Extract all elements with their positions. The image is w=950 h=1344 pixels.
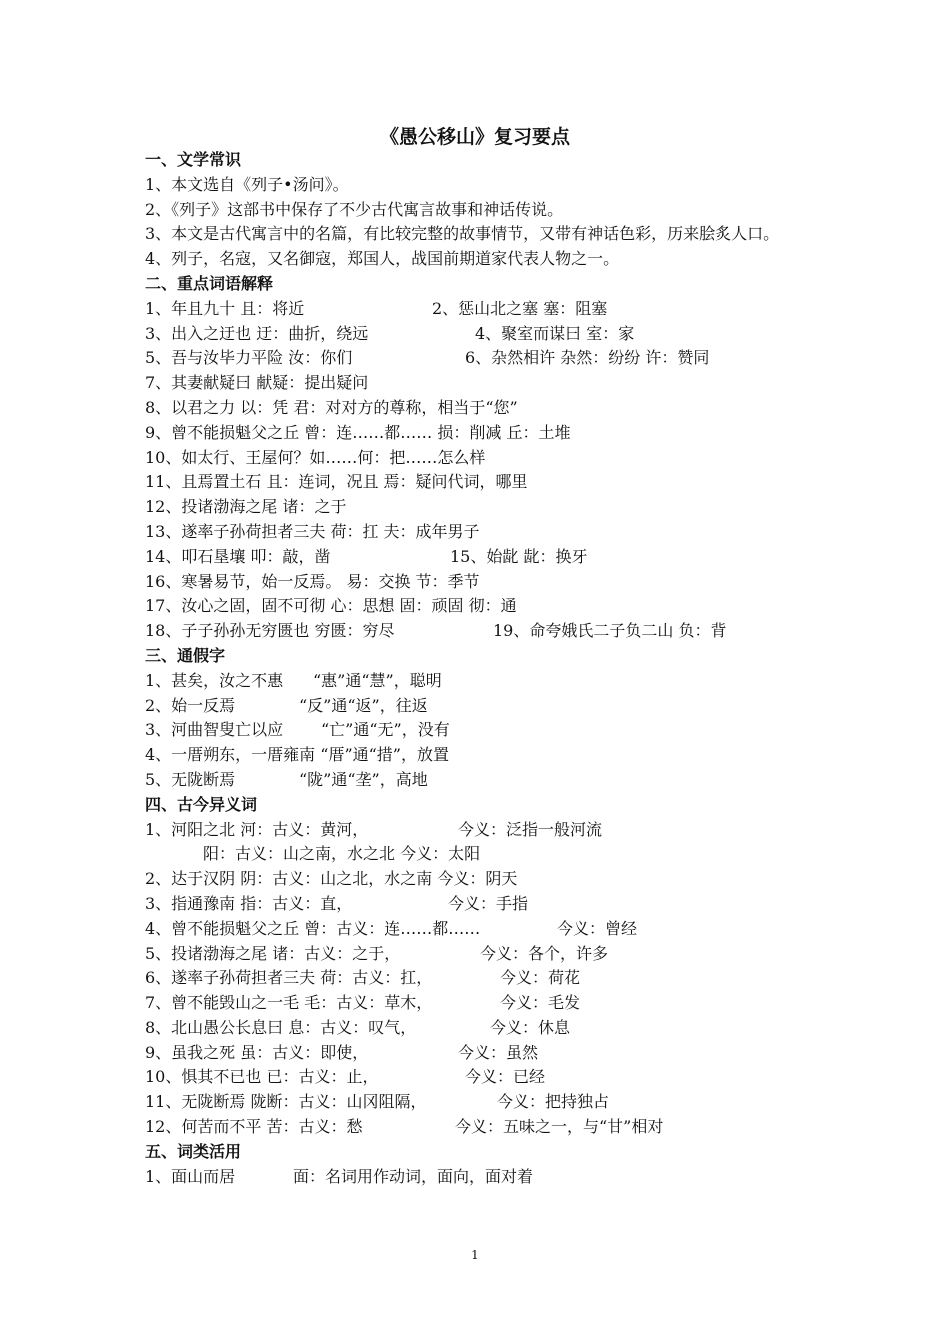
section-heading: 一、文学常识 xyxy=(145,150,242,169)
text-segment: 14、叩石垦壤 叩：敲，凿 xyxy=(145,546,331,566)
text-line xyxy=(145,966,825,991)
text-segment: 3、出入之迂也 迂：曲折，绕远 xyxy=(145,323,369,343)
text-line xyxy=(145,991,825,1016)
text-line xyxy=(145,1090,825,1115)
text-line: 阳：古义：山之南，水之北 今义：太阳 xyxy=(203,844,481,864)
text-line: 7、其妻献疑曰 献疑：提出疑问 xyxy=(145,373,369,393)
text-line xyxy=(145,1016,825,1041)
text-line xyxy=(145,942,825,967)
text-line xyxy=(145,768,825,793)
text-line: 2、《列子》这部书中保存了不少古代寓言故事和神话传说。 xyxy=(145,199,564,219)
text-segment: 7、曾不能毁山之一毛 毛：古义：草木， xyxy=(145,993,433,1013)
text-line xyxy=(145,1041,825,1066)
text-line: 2、达于汉阴 阴：古义：山之北，水之南 今义：阴天 xyxy=(145,869,518,889)
text-segment: 2、惩山北之塞 塞：阻塞 xyxy=(432,298,608,318)
page-number: 1 xyxy=(471,1248,479,1262)
text-line xyxy=(145,297,825,322)
text-line xyxy=(145,818,825,843)
text-segment: 15、始龀 龀：换牙 xyxy=(450,546,588,566)
document-body xyxy=(145,148,825,1189)
text-segment: 6、遂率子孙荷担者三夫 荷：古义：扛， xyxy=(145,968,433,988)
text-segment: “反”通“返”，往返 xyxy=(299,695,428,715)
text-segment: 1、年且九十 且：将近 xyxy=(145,298,305,318)
text-line xyxy=(145,669,825,694)
text-line xyxy=(145,322,825,347)
text-segment: “惠”通“慧”，聪明 xyxy=(313,670,442,690)
text-line: 4、列子，名寇，又名御寇，郑国人，战国前期道家代表人物之一。 xyxy=(145,249,620,269)
text-segment: 今义：休息 xyxy=(490,1017,571,1037)
text-line: 16、寒暑易节，始一反焉。 易：交换 节：季节 xyxy=(145,571,480,591)
text-segment: “亡”通“无”，没有 xyxy=(321,720,450,740)
text-line: 8、以君之力 以：凭 君：对对方的尊称，相当于“您” xyxy=(145,397,518,417)
text-line xyxy=(145,545,825,570)
text-segment: 8、北山愚公长息曰 息：古义：叹气， xyxy=(145,1017,417,1037)
text-line: 4、一厝朔东，一厝雍南 “厝”通“措”，放置 xyxy=(145,745,449,765)
text-segment: 今义：毛发 xyxy=(500,993,581,1013)
text-line: 12、投诸渤海之尾 诸：之于 xyxy=(145,497,347,517)
text-segment: 6、杂然相许 杂然：纷纷 许：赞同 xyxy=(465,348,710,368)
text-line xyxy=(145,346,825,371)
text-segment: 今义：虽然 xyxy=(458,1042,539,1062)
section-heading: 三、通假字 xyxy=(145,645,226,665)
text-segment: 1、面山而居 xyxy=(145,1166,236,1186)
text-line xyxy=(145,1165,825,1190)
text-segment: 5、无陇断焉 xyxy=(145,769,236,789)
section-heading: 二、重点词语解释 xyxy=(145,273,274,293)
text-segment: 5、吾与汝毕力平险 汝：你们 xyxy=(145,348,353,368)
text-segment: 1、河阳之北 河：古义：黄河， xyxy=(145,819,369,839)
section-heading: 四、古今异义词 xyxy=(145,794,258,814)
text-segment: 19、命夸娥氏二子负二山 负：背 xyxy=(493,621,727,641)
text-segment: 今义：手指 xyxy=(448,893,529,913)
text-line: 9、曾不能损魁父之丘 曾：连……都…… 损：削减 丘：土堆 xyxy=(145,422,571,442)
text-segment: “陇”通“垄”，高地 xyxy=(299,769,428,789)
text-line xyxy=(145,917,825,942)
text-segment: 今义：已经 xyxy=(465,1067,546,1087)
page-title: 《愚公移山》复习要点 xyxy=(379,126,570,148)
text-segment: 10、惧其不已也 已：古义：止， xyxy=(145,1067,379,1087)
text-segment: 今义：各个，许多 xyxy=(480,943,609,963)
text-segment: 4、聚室而谋曰 室：家 xyxy=(475,323,635,343)
text-segment: 3、河曲智叟亡以应 xyxy=(145,720,284,740)
text-segment: 今义：荷花 xyxy=(500,968,581,988)
text-line xyxy=(145,619,825,644)
text-line xyxy=(145,718,825,743)
text-segment: 今义：泛指一般河流 xyxy=(458,819,603,839)
text-segment: 18、子子孙孙无穷匮也 穷匮：穷尽 xyxy=(145,621,395,641)
text-line: 1、本文选自《列子•汤问》。 xyxy=(145,174,349,194)
text-line: 13、遂率子孙荷担者三夫 荷：扛 夫：成年男子 xyxy=(145,521,480,541)
text-segment: 今义：五味之一，与“甘”相对 xyxy=(455,1117,664,1137)
text-segment: 9、虽我之死 虽：古义：即使， xyxy=(145,1042,369,1062)
text-segment: 今义：曾经 xyxy=(557,918,638,938)
text-segment: 5、投诸渤海之尾 诸：古义：之于， xyxy=(145,943,401,963)
text-line xyxy=(145,892,825,917)
text-line xyxy=(145,694,825,719)
text-line: 10、如太行、王屋何？如……何：把……怎么样 xyxy=(145,447,486,467)
text-segment: 2、始一反焉 xyxy=(145,695,236,715)
text-line: 11、且焉置土石 且：连词，况且 焉：疑问代词，哪里 xyxy=(145,472,528,492)
text-line xyxy=(145,1065,825,1090)
text-line xyxy=(145,1115,825,1140)
text-segment: 4、曾不能损魁父之丘 曾：古义：连……都…… xyxy=(145,918,481,938)
text-segment: 11、无陇断焉 陇断：古义：山冈阻隔， xyxy=(145,1092,427,1112)
text-line: 17、汝心之固，固不可彻 心：思想 固：顽固 彻：通 xyxy=(145,596,517,616)
text-segment: 面：名词用作动词，面向，面对着 xyxy=(293,1166,534,1186)
text-segment: 1、甚矣，汝之不惠 xyxy=(145,670,284,690)
text-segment: 3、指通豫南 指：古义：直， xyxy=(145,893,353,913)
text-segment: 12、何苦而不平 苦：古义：愁 xyxy=(145,1117,363,1137)
text-segment: 今义：把持独占 xyxy=(497,1092,610,1112)
section-heading: 五、词类活用 xyxy=(145,1141,242,1161)
text-line: 3、本文是古代寓言中的名篇，有比较完整的故事情节，又带有神话色彩，历来脍炙人口。 xyxy=(145,224,780,244)
